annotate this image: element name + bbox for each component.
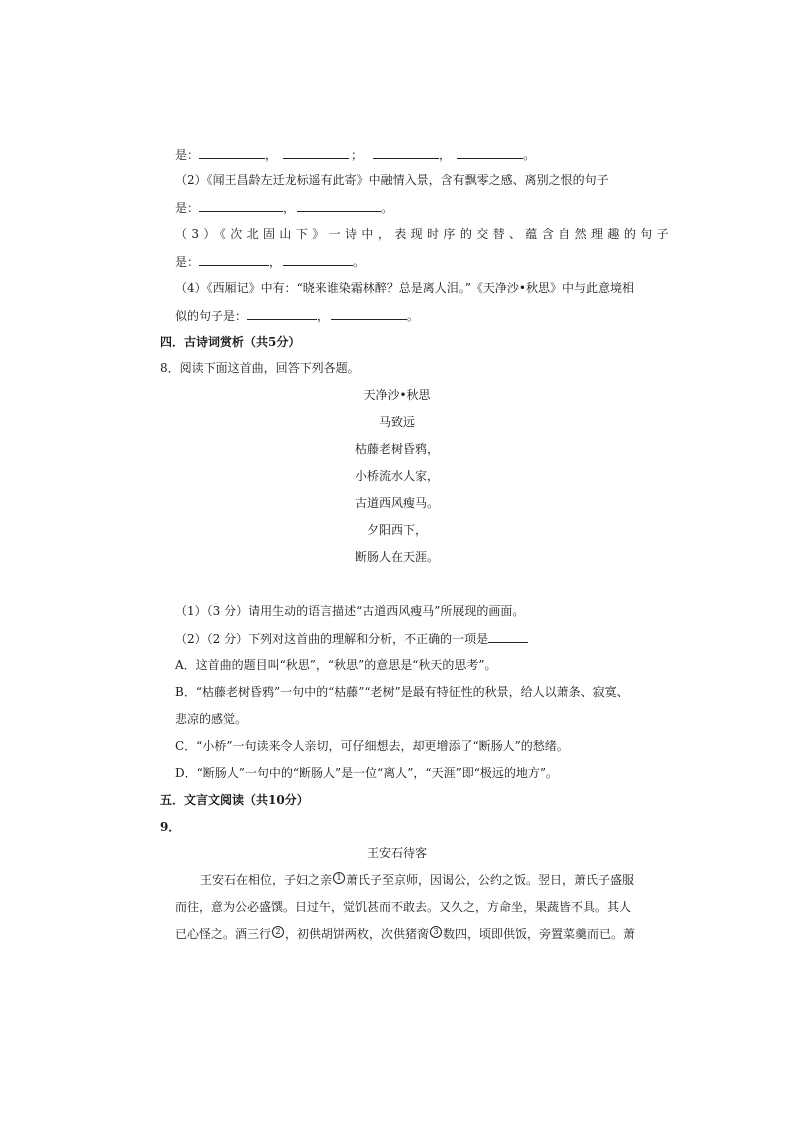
poem-line: 小桥流水人家， [354,469,439,483]
answer-blank[interactable] [199,253,269,266]
footnote-marker-3: 3 [430,926,442,938]
option-c: C．“小桥”一句读来令人亲切，可仔细想去，却更增添了“断肠人”的愁绪。 [175,739,569,753]
option-b-cont: 悲凉的感觉。 [175,712,248,726]
option-d: D．“断肠人”一句中的“断肠人”是一位“离人”，“天涯”即“极远的地方”。 [175,766,558,780]
q9-number: 9． [160,820,181,834]
passage-title: 王安石待客 [366,846,427,860]
q8-sub2: （2）（2 分）下列对这首曲的理解和分析，不正确的一项是 [175,630,528,647]
poem-line: 枯藤老树昏鸦， [354,442,439,456]
q8-sub1: （1）（3 分）请用生动的语言描述“古道西风瘦马”所展现的画面。 [175,604,525,618]
answer-blank[interactable] [247,307,317,320]
q1-answer-line: 是： ， ； ， 。 [175,148,536,162]
q3-text: （3）《次北固山下》一诗中，表现时序的交替、蕴含自然理趣的句子 [175,227,674,241]
poem-line: 夕阳西下， [366,523,427,537]
q2-answer-line: 是： ， 。 [175,201,394,215]
q4-answer-line: 似的句子是： ， 。 [175,309,420,323]
footnote-marker-1: 1 [333,872,345,884]
option-b: B．“枯藤老树昏鸦”一句中的“枯藤”“老树”是最有特征性的秋景，给人以萧条、寂寞、 [175,685,629,699]
poem-line: 断肠人在天涯。 [354,550,439,564]
answer-blank[interactable] [488,630,528,643]
footnote-marker-2: 2 [272,926,284,938]
poem-title: 天净沙•秋思 [363,388,431,402]
answer-blank[interactable] [373,146,439,159]
answer-blank[interactable] [297,199,381,212]
answer-blank[interactable] [331,307,407,320]
q2-text: （2）《闻王昌龄左迁龙标遥有此寄》中融情入景，含有飘零之感、离别之恨的句子 [175,173,609,187]
option-a: A．这首曲的题目叫“秋思”，“秋思”的意思是“秋天的思考”。 [175,658,497,672]
passage-line-3: 已心怪之。酒三行 2 ，初供胡饼两枚，次供猪脔 3 数四，顷即供饭，旁置菜羹而已。萧 [175,927,636,941]
section-heading-5: 五．文言文阅读（共10分） [160,793,309,807]
poem-author: 马致远 [378,415,415,429]
q4-text: （4）《西厢记》中有：“晓来谁染霜林醉？总是离人泪。”《天净沙•秋思》中与此意境相 [175,281,634,295]
answer-blank[interactable] [283,146,349,159]
answer-blank[interactable] [199,199,283,212]
q3-answer-line: 是： ， 。 [175,255,366,269]
answer-blank[interactable] [457,146,523,159]
passage-line-2: 而往，意为公必盛馔。日过午，觉饥甚而不敢去。又久之，方命坐，果蔬皆不具。其人 [175,900,632,914]
answer-blank[interactable] [283,253,353,266]
passage-line-1: 王安石在相位，子妇之亲 1 萧氏子至京师，因谒公，公约之饭。翌日，萧氏子盛服 [200,873,635,887]
poem-line: 古道西风瘦马。 [354,496,439,510]
answer-blank[interactable] [199,146,265,159]
section-heading-4: 四．古诗词赏析（共5分） [160,335,301,349]
q8-intro: 8．阅读下面这首曲，回答下列各题。 [160,361,360,375]
